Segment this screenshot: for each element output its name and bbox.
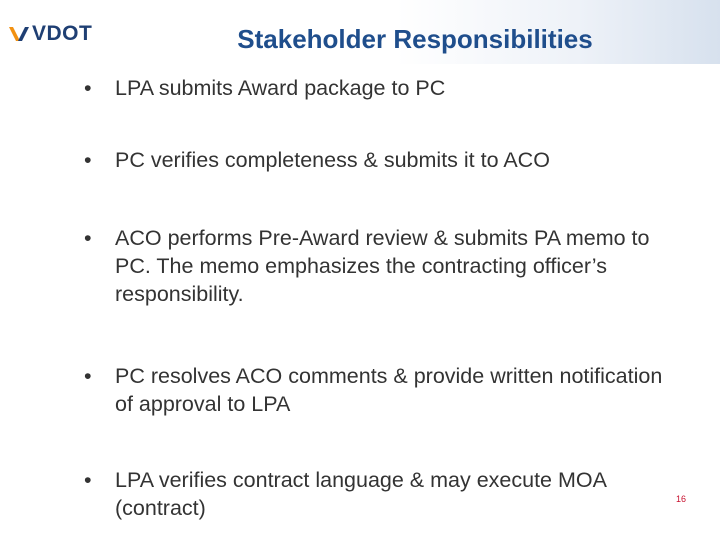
bullet-marker: • — [84, 468, 92, 492]
bullet-text: PC resolves ACO comments & provide written notification of approval to LPA — [115, 364, 663, 416]
slide-title: Stakeholder Responsibilities — [237, 24, 593, 54]
logo-text: VDOT — [32, 21, 93, 45]
bullet-text: LPA verifies contract language & may execute MOA (contract) — [115, 468, 606, 520]
bullet-text: PC verifies completeness & submits it to ACO — [115, 148, 550, 172]
bullet-marker: • — [84, 226, 92, 250]
bullet-marker: • — [84, 364, 92, 388]
bullet-text: LPA submits Award package to PC — [115, 76, 446, 100]
page-number: 16 — [676, 494, 687, 504]
bullet-text: ACO performs Pre-Award review & submits PA memo to PC. The memo emphasizes the contracting officer’s responsibility. — [115, 226, 650, 306]
bullet-item — [84, 362, 664, 418]
bullet-item — [84, 74, 664, 102]
bullet-marker: • — [84, 148, 92, 172]
bullet-item — [84, 224, 664, 308]
bullet-marker: • — [84, 76, 92, 100]
bullet-item — [84, 466, 664, 522]
bullet-item — [84, 146, 664, 174]
